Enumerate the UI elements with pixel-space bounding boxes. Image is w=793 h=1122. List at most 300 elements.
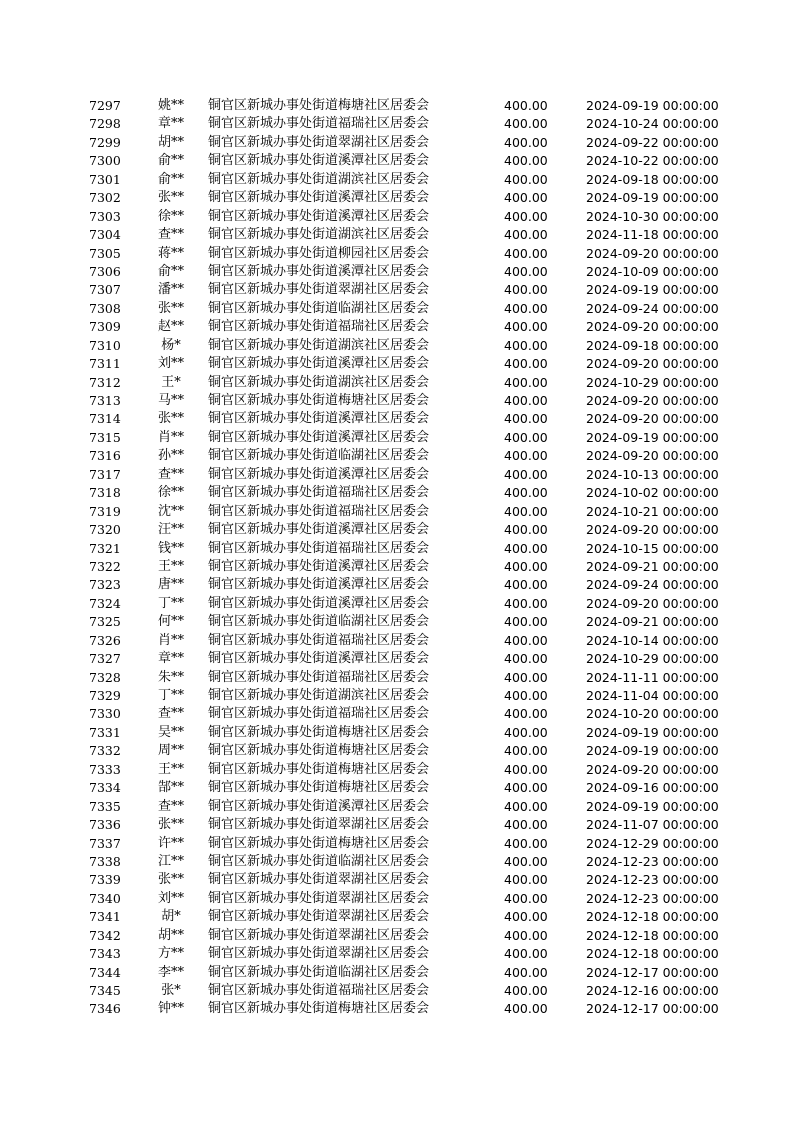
table-row xyxy=(0,705,793,723)
recipient-name: 汪** xyxy=(157,522,184,538)
table-row xyxy=(0,558,793,576)
record-id: 7342 xyxy=(89,927,121,943)
recipient-name: 唐** xyxy=(157,577,184,593)
record-id: 7345 xyxy=(89,983,121,998)
community-committee: 铜官区新城办事处街道福瑞社区居委会 xyxy=(208,706,430,722)
recipient-name: 赵** xyxy=(157,319,184,335)
community-committee: 铜官区新城办事处街道柳园社区居委会 xyxy=(208,245,430,261)
payment-date: 2024-12-16 00:00:00 xyxy=(586,983,719,998)
record-id: 7309 xyxy=(89,319,121,335)
amount: 400.00 xyxy=(504,466,548,482)
recipient-name: 江** xyxy=(157,853,184,869)
payment-date: 2024-11-18 00:00:00 xyxy=(586,227,719,243)
record-id: 7303 xyxy=(89,208,121,224)
payment-date: 2024-12-17 00:00:00 xyxy=(586,964,719,980)
table-row xyxy=(0,208,793,226)
amount: 400.00 xyxy=(504,835,548,851)
community-committee: 铜官区新城办事处街道临湖社区居委会 xyxy=(208,300,430,316)
community-committee: 铜官区新城办事处街道临湖社区居委会 xyxy=(208,853,430,869)
amount: 400.00 xyxy=(504,208,548,224)
community-committee: 铜官区新城办事处街道湖滨社区居委会 xyxy=(208,227,430,243)
table-row xyxy=(0,521,793,539)
community-committee: 铜官区新城办事处街道临湖社区居委会 xyxy=(208,448,430,464)
record-id: 7329 xyxy=(89,688,121,703)
recipient-name: 吴** xyxy=(157,724,184,740)
recipient-name: 丁** xyxy=(157,688,184,703)
payment-date: 2024-12-23 00:00:00 xyxy=(586,872,719,888)
record-id: 7316 xyxy=(89,448,121,464)
recipient-name: 查** xyxy=(157,466,184,482)
recipient-name: 章** xyxy=(157,651,184,667)
record-id: 7323 xyxy=(89,577,121,593)
amount: 400.00 xyxy=(504,374,548,390)
community-committee: 铜官区新城办事处街道翠湖社区居委会 xyxy=(208,817,430,833)
table-row xyxy=(0,927,793,945)
record-id: 7314 xyxy=(89,411,121,427)
payment-date: 2024-12-18 00:00:00 xyxy=(586,946,719,962)
community-committee: 铜官区新城办事处街道湖滨社区居委会 xyxy=(208,171,430,187)
amount: 400.00 xyxy=(504,411,548,427)
record-id: 7343 xyxy=(89,946,121,962)
recipient-name: 王** xyxy=(157,761,184,777)
community-committee: 铜官区新城办事处街道溪潭社区居委会 xyxy=(208,411,430,427)
table-row xyxy=(0,779,793,797)
recipient-name: 俞** xyxy=(157,263,184,279)
amount: 400.00 xyxy=(504,909,548,925)
table-row xyxy=(0,115,793,133)
payment-date: 2024-11-11 00:00:00 xyxy=(586,669,719,685)
amount: 400.00 xyxy=(504,558,548,574)
record-id: 7308 xyxy=(89,300,121,316)
table-row xyxy=(0,835,793,853)
community-committee: 铜官区新城办事处街道溪潭社区居委会 xyxy=(208,798,430,814)
recipient-name: 肖** xyxy=(157,429,184,445)
table-row xyxy=(0,503,793,521)
payment-date: 2024-10-20 00:00:00 xyxy=(586,706,719,722)
amount: 400.00 xyxy=(504,540,548,556)
payment-date: 2024-09-16 00:00:00 xyxy=(586,780,719,796)
amount: 400.00 xyxy=(504,356,548,372)
payment-date: 2024-12-23 00:00:00 xyxy=(586,890,719,906)
record-id: 7327 xyxy=(89,651,121,667)
table-row xyxy=(0,410,793,428)
record-id: 7310 xyxy=(89,337,121,353)
record-id: 7322 xyxy=(89,558,121,574)
table-row xyxy=(0,447,793,465)
payment-date: 2024-09-18 00:00:00 xyxy=(586,337,719,353)
table-row xyxy=(0,171,793,189)
payment-date: 2024-09-19 00:00:00 xyxy=(586,282,719,298)
payment-date: 2024-10-15 00:00:00 xyxy=(586,540,719,556)
recipient-name: 张** xyxy=(157,872,184,888)
amount: 400.00 xyxy=(504,134,548,150)
recipient-name: 潘** xyxy=(157,282,184,298)
recipient-name: 许** xyxy=(157,835,184,851)
amount: 400.00 xyxy=(504,522,548,538)
record-id: 7311 xyxy=(89,356,121,372)
table-row xyxy=(0,337,793,355)
community-committee: 铜官区新城办事处街道福瑞社区居委会 xyxy=(208,503,430,519)
payment-date: 2024-11-07 00:00:00 xyxy=(586,817,719,833)
amount: 400.00 xyxy=(504,706,548,722)
payment-date: 2024-10-09 00:00:00 xyxy=(586,263,719,279)
record-id: 7333 xyxy=(89,761,121,777)
record-id: 7299 xyxy=(89,134,121,150)
amount: 400.00 xyxy=(504,227,548,243)
recipient-name: 杨* xyxy=(161,337,181,353)
community-committee: 铜官区新城办事处街道溪潭社区居委会 xyxy=(208,577,430,593)
amount: 400.00 xyxy=(504,614,548,630)
amount: 400.00 xyxy=(504,817,548,833)
table-row xyxy=(0,300,793,318)
recipient-name: 俞** xyxy=(157,171,184,187)
community-committee: 铜官区新城办事处街道梅塘社区居委会 xyxy=(208,835,430,851)
recipient-name: 方** xyxy=(157,946,184,962)
amount: 400.00 xyxy=(504,853,548,869)
table-row xyxy=(0,871,793,889)
recipient-name: 李** xyxy=(157,964,184,980)
table-row xyxy=(0,484,793,502)
amount: 400.00 xyxy=(504,669,548,685)
table-row xyxy=(0,816,793,834)
amount: 400.00 xyxy=(504,780,548,796)
record-id: 7338 xyxy=(89,853,121,869)
record-id: 7305 xyxy=(89,245,121,261)
table-row xyxy=(0,687,793,705)
payment-date: 2024-10-02 00:00:00 xyxy=(586,485,719,501)
amount: 400.00 xyxy=(504,485,548,501)
recipient-name: 肖** xyxy=(157,632,184,648)
recipient-name: 张** xyxy=(157,817,184,833)
recipient-name: 胡* xyxy=(161,909,181,925)
amount: 400.00 xyxy=(504,153,548,169)
payment-date: 2024-12-18 00:00:00 xyxy=(586,927,719,943)
payment-date: 2024-09-20 00:00:00 xyxy=(586,356,719,372)
amount: 400.00 xyxy=(504,724,548,740)
amount: 400.00 xyxy=(504,946,548,962)
table-row xyxy=(0,189,793,207)
amount: 400.00 xyxy=(504,927,548,943)
payment-date: 2024-09-19 00:00:00 xyxy=(586,798,719,814)
table-row xyxy=(0,1000,793,1018)
table-row xyxy=(0,540,793,558)
community-committee: 铜官区新城办事处街道翠湖社区居委会 xyxy=(208,872,430,888)
record-id: 7346 xyxy=(89,1001,121,1017)
table-row xyxy=(0,245,793,263)
record-id: 7326 xyxy=(89,632,121,648)
recipient-name: 张** xyxy=(157,300,184,316)
payment-date: 2024-09-19 00:00:00 xyxy=(586,190,719,206)
record-id: 7324 xyxy=(89,595,121,611)
community-committee: 铜官区新城办事处街道湖滨社区居委会 xyxy=(208,337,430,353)
community-committee: 铜官区新城办事处街道翠湖社区居委会 xyxy=(208,134,430,150)
recipient-name: 朱** xyxy=(157,669,184,685)
amount: 400.00 xyxy=(504,890,548,906)
payment-date: 2024-12-29 00:00:00 xyxy=(586,835,719,851)
amount: 400.00 xyxy=(504,245,548,261)
record-id: 7339 xyxy=(89,872,121,888)
amount: 400.00 xyxy=(504,503,548,519)
table-row xyxy=(0,742,793,760)
table-row xyxy=(0,281,793,299)
recipient-name: 郜** xyxy=(157,780,184,796)
table-row xyxy=(0,650,793,668)
community-committee: 铜官区新城办事处街道福瑞社区居委会 xyxy=(208,669,430,685)
payment-date: 2024-09-19 00:00:00 xyxy=(586,743,719,759)
amount: 400.00 xyxy=(504,429,548,445)
community-committee: 铜官区新城办事处街道梅塘社区居委会 xyxy=(208,724,430,740)
record-id: 7298 xyxy=(89,116,121,132)
record-id: 7317 xyxy=(89,466,121,482)
community-committee: 铜官区新城办事处街道福瑞社区居委会 xyxy=(208,632,430,648)
record-id: 7313 xyxy=(89,393,121,408)
table-row xyxy=(0,226,793,244)
community-committee: 铜官区新城办事处街道翠湖社区居委会 xyxy=(208,909,430,925)
recipient-name: 张** xyxy=(157,411,184,427)
record-id: 7315 xyxy=(89,429,121,445)
payment-date: 2024-10-30 00:00:00 xyxy=(586,208,719,224)
recipient-name: 姚** xyxy=(157,98,184,113)
table-row xyxy=(0,613,793,631)
record-id: 7320 xyxy=(89,522,121,538)
payment-date: 2024-09-20 00:00:00 xyxy=(586,245,719,261)
community-committee: 铜官区新城办事处街道梅塘社区居委会 xyxy=(208,761,430,777)
recipient-name: 张* xyxy=(161,983,181,998)
record-id: 7344 xyxy=(89,964,121,980)
payment-date: 2024-09-20 00:00:00 xyxy=(586,761,719,777)
table-row xyxy=(0,964,793,982)
community-committee: 铜官区新城办事处街道梅塘社区居委会 xyxy=(208,1001,430,1017)
community-committee: 铜官区新城办事处街道梅塘社区居委会 xyxy=(208,98,430,113)
record-table xyxy=(0,97,793,1019)
table-row xyxy=(0,632,793,650)
community-committee: 铜官区新城办事处街道溪潭社区居委会 xyxy=(208,263,430,279)
amount: 400.00 xyxy=(504,983,548,998)
record-id: 7297 xyxy=(89,98,121,113)
amount: 400.00 xyxy=(504,190,548,206)
payment-date: 2024-09-19 00:00:00 xyxy=(586,98,719,113)
table-row xyxy=(0,890,793,908)
recipient-name: 查** xyxy=(157,227,184,243)
table-row xyxy=(0,908,793,926)
community-committee: 铜官区新城办事处街道梅塘社区居委会 xyxy=(208,743,430,759)
amount: 400.00 xyxy=(504,300,548,316)
community-committee: 铜官区新城办事处街道溪潭社区居委会 xyxy=(208,595,430,611)
table-row xyxy=(0,152,793,170)
amount: 400.00 xyxy=(504,761,548,777)
community-committee: 铜官区新城办事处街道湖滨社区居委会 xyxy=(208,374,430,390)
payment-date: 2024-09-20 00:00:00 xyxy=(586,595,719,611)
record-id: 7330 xyxy=(89,706,121,722)
payment-date: 2024-09-19 00:00:00 xyxy=(586,429,719,445)
payment-date: 2024-10-29 00:00:00 xyxy=(586,651,719,667)
amount: 400.00 xyxy=(504,688,548,703)
recipient-name: 张** xyxy=(157,190,184,206)
community-committee: 铜官区新城办事处街道溪潭社区居委会 xyxy=(208,558,430,574)
table-row xyxy=(0,466,793,484)
table-row xyxy=(0,134,793,152)
record-id: 7307 xyxy=(89,282,121,298)
record-id: 7304 xyxy=(89,227,121,243)
recipient-name: 俞** xyxy=(157,153,184,169)
amount: 400.00 xyxy=(504,798,548,814)
payment-date: 2024-09-20 00:00:00 xyxy=(586,393,719,408)
community-committee: 铜官区新城办事处街道溪潭社区居委会 xyxy=(208,429,430,445)
community-committee: 铜官区新城办事处街道溪潭社区居委会 xyxy=(208,522,430,538)
amount: 400.00 xyxy=(504,595,548,611)
recipient-name: 刘** xyxy=(157,356,184,372)
table-row xyxy=(0,97,793,115)
community-committee: 铜官区新城办事处街道福瑞社区居委会 xyxy=(208,485,430,501)
table-row xyxy=(0,318,793,336)
amount: 400.00 xyxy=(504,577,548,593)
amount: 400.00 xyxy=(504,872,548,888)
community-committee: 铜官区新城办事处街道梅塘社区居委会 xyxy=(208,393,430,408)
payment-date: 2024-10-14 00:00:00 xyxy=(586,632,719,648)
record-id: 7302 xyxy=(89,190,121,206)
recipient-name: 马** xyxy=(157,393,184,408)
table-row xyxy=(0,429,793,447)
table-row xyxy=(0,576,793,594)
record-id: 7306 xyxy=(89,263,121,279)
payment-date: 2024-10-21 00:00:00 xyxy=(586,503,719,519)
recipient-name: 沈** xyxy=(157,503,184,519)
table-row xyxy=(0,595,793,613)
community-committee: 铜官区新城办事处街道湖滨社区居委会 xyxy=(208,688,430,703)
recipient-name: 钱** xyxy=(157,540,184,556)
payment-date: 2024-10-22 00:00:00 xyxy=(586,153,719,169)
payment-date: 2024-09-20 00:00:00 xyxy=(586,411,719,427)
amount: 400.00 xyxy=(504,448,548,464)
table-row xyxy=(0,669,793,687)
recipient-name: 胡** xyxy=(157,134,184,150)
amount: 400.00 xyxy=(504,263,548,279)
payment-date: 2024-09-21 00:00:00 xyxy=(586,558,719,574)
record-id: 7332 xyxy=(89,743,121,759)
payment-date: 2024-09-19 00:00:00 xyxy=(586,724,719,740)
payment-date: 2024-10-13 00:00:00 xyxy=(586,466,719,482)
payment-date: 2024-09-18 00:00:00 xyxy=(586,171,719,187)
record-id: 7318 xyxy=(89,485,121,501)
record-id: 7319 xyxy=(89,503,121,519)
community-committee: 铜官区新城办事处街道梅塘社区居委会 xyxy=(208,780,430,796)
recipient-name: 胡** xyxy=(157,927,184,943)
table-row xyxy=(0,853,793,871)
community-committee: 铜官区新城办事处街道溪潭社区居委会 xyxy=(208,153,430,169)
record-id: 7331 xyxy=(89,724,121,740)
recipient-name: 查** xyxy=(157,798,184,814)
payment-date: 2024-09-20 00:00:00 xyxy=(586,522,719,538)
payment-date: 2024-10-24 00:00:00 xyxy=(586,116,719,132)
payment-date: 2024-09-24 00:00:00 xyxy=(586,577,719,593)
community-committee: 铜官区新城办事处街道翠湖社区居委会 xyxy=(208,282,430,298)
payment-date: 2024-09-20 00:00:00 xyxy=(586,448,719,464)
table-row xyxy=(0,945,793,963)
table-row xyxy=(0,374,793,392)
amount: 400.00 xyxy=(504,964,548,980)
payment-date: 2024-09-20 00:00:00 xyxy=(586,319,719,335)
amount: 400.00 xyxy=(504,651,548,667)
record-id: 7341 xyxy=(89,909,121,925)
amount: 400.00 xyxy=(504,282,548,298)
community-committee: 铜官区新城办事处街道溪潭社区居委会 xyxy=(208,651,430,667)
community-committee: 铜官区新城办事处街道溪潭社区居委会 xyxy=(208,190,430,206)
community-committee: 铜官区新城办事处街道福瑞社区居委会 xyxy=(208,540,430,556)
record-id: 7321 xyxy=(89,540,121,556)
amount: 400.00 xyxy=(504,116,548,132)
table-row xyxy=(0,798,793,816)
payment-date: 2024-10-29 00:00:00 xyxy=(586,374,719,390)
recipient-name: 钟** xyxy=(157,1001,184,1017)
amount: 400.00 xyxy=(504,98,548,113)
table-row xyxy=(0,392,793,410)
payment-date: 2024-09-22 00:00:00 xyxy=(586,134,719,150)
payment-date: 2024-09-24 00:00:00 xyxy=(586,300,719,316)
record-id: 7325 xyxy=(89,614,121,630)
record-id: 7300 xyxy=(89,153,121,169)
recipient-name: 蒋** xyxy=(157,245,184,261)
recipient-name: 丁** xyxy=(157,595,184,611)
amount: 400.00 xyxy=(504,319,548,335)
community-committee: 铜官区新城办事处街道溪潭社区居委会 xyxy=(208,208,430,224)
recipient-name: 徐** xyxy=(157,208,184,224)
community-committee: 铜官区新城办事处街道福瑞社区居委会 xyxy=(208,983,430,998)
amount: 400.00 xyxy=(504,743,548,759)
table-row xyxy=(0,355,793,373)
community-committee: 铜官区新城办事处街道福瑞社区居委会 xyxy=(208,116,430,132)
recipient-name: 刘** xyxy=(157,890,184,906)
payment-date: 2024-11-04 00:00:00 xyxy=(586,688,719,703)
record-id: 7328 xyxy=(89,669,121,685)
payment-date: 2024-12-23 00:00:00 xyxy=(586,853,719,869)
community-committee: 铜官区新城办事处街道翠湖社区居委会 xyxy=(208,946,430,962)
recipient-name: 查** xyxy=(157,706,184,722)
community-committee: 铜官区新城办事处街道翠湖社区居委会 xyxy=(208,890,430,906)
record-id: 7335 xyxy=(89,798,121,814)
amount: 400.00 xyxy=(504,171,548,187)
table-row xyxy=(0,761,793,779)
community-committee: 铜官区新城办事处街道溪潭社区居委会 xyxy=(208,356,430,372)
community-committee: 铜官区新城办事处街道溪潭社区居委会 xyxy=(208,466,430,482)
recipient-name: 徐** xyxy=(157,485,184,501)
community-committee: 铜官区新城办事处街道翠湖社区居委会 xyxy=(208,927,430,943)
recipient-name: 王* xyxy=(161,374,181,390)
record-id: 7301 xyxy=(89,171,121,187)
record-id: 7337 xyxy=(89,835,121,851)
amount: 400.00 xyxy=(504,1001,548,1017)
payment-date: 2024-12-18 00:00:00 xyxy=(586,909,719,925)
record-id: 7340 xyxy=(89,890,121,906)
recipient-name: 何** xyxy=(157,614,184,630)
recipient-name: 周** xyxy=(157,743,184,759)
table-row xyxy=(0,263,793,281)
amount: 400.00 xyxy=(504,393,548,408)
amount: 400.00 xyxy=(504,337,548,353)
recipient-name: 孙** xyxy=(157,448,184,464)
community-committee: 铜官区新城办事处街道临湖社区居委会 xyxy=(208,614,430,630)
table-row xyxy=(0,724,793,742)
recipient-name: 王** xyxy=(157,558,184,574)
payment-date: 2024-12-17 00:00:00 xyxy=(586,1001,719,1017)
payment-date: 2024-09-21 00:00:00 xyxy=(586,614,719,630)
record-id: 7312 xyxy=(89,374,121,390)
amount: 400.00 xyxy=(504,632,548,648)
community-committee: 铜官区新城办事处街道福瑞社区居委会 xyxy=(208,319,430,335)
record-id: 7334 xyxy=(89,780,121,796)
community-committee: 铜官区新城办事处街道临湖社区居委会 xyxy=(208,964,430,980)
recipient-name: 章** xyxy=(157,116,184,132)
record-id: 7336 xyxy=(89,817,121,833)
